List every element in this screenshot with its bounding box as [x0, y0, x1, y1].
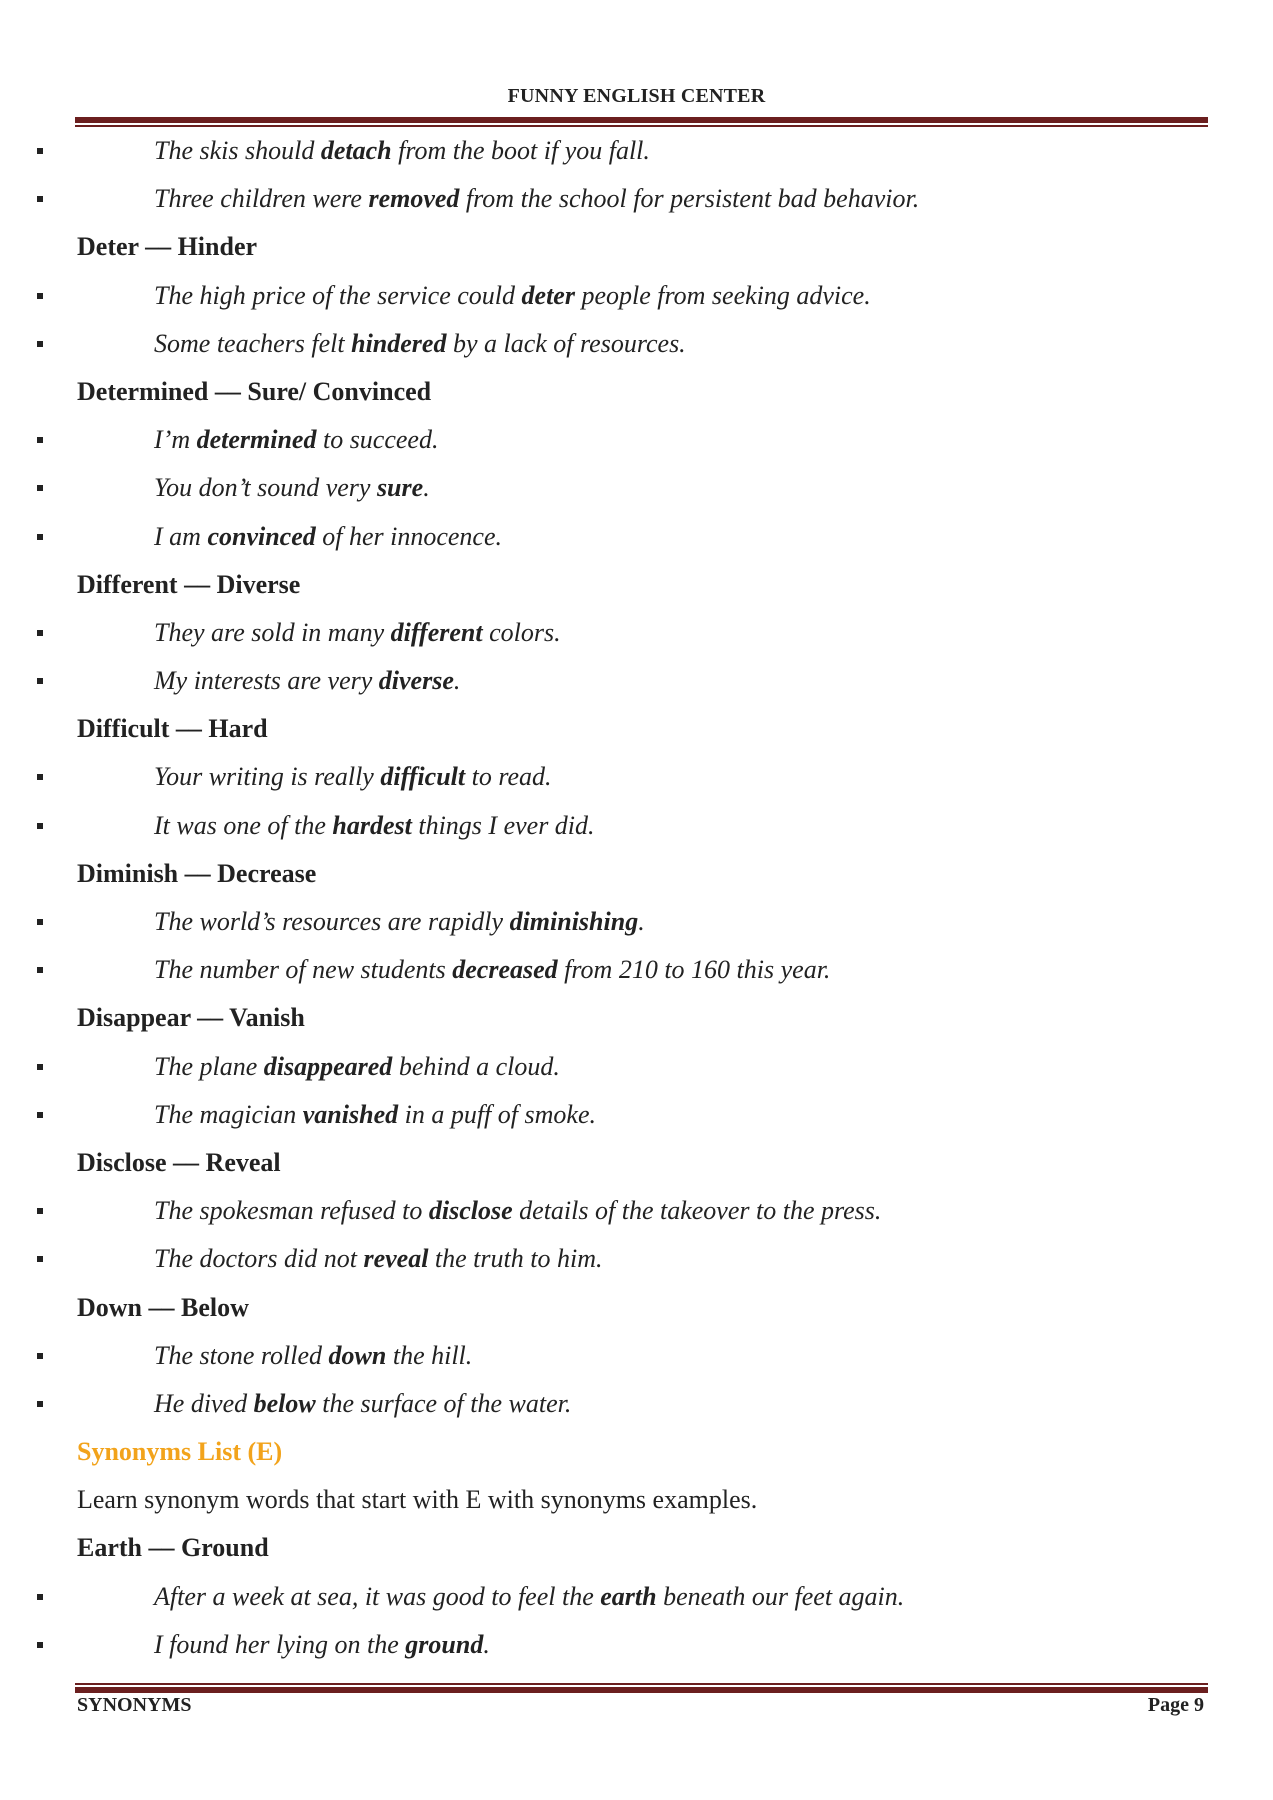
sentence-fragment: by a lack of resources. [446, 328, 686, 358]
square-bullet-icon [37, 774, 43, 780]
example-sentence-item [0, 272, 1273, 320]
synonym-pair-heading: Disappear –– Vanish [77, 1003, 305, 1033]
example-sentence [154, 609, 561, 657]
keyword: below [253, 1388, 316, 1418]
example-sentence [154, 272, 871, 320]
synonym-pair-heading-row [0, 1139, 1273, 1187]
sentence-fragment: The skis should [154, 136, 321, 165]
synonym-pair-heading: Earth –– Ground [77, 1533, 269, 1563]
square-bullet-icon [37, 1353, 43, 1359]
keyword: deter [521, 280, 575, 310]
sentence-fragment: The number of new students [154, 955, 453, 985]
example-sentence-item [0, 657, 1273, 705]
sentence-fragment: The spokesman refused to [154, 1196, 429, 1226]
synonym-pair-heading-row [0, 1524, 1273, 1572]
keyword: down [328, 1340, 387, 1370]
example-sentence-item [0, 1621, 1273, 1669]
example-sentence [154, 1187, 881, 1235]
sentence-fragment: It was one of the [154, 810, 333, 840]
example-sentence-item [0, 416, 1273, 464]
square-bullet-icon [37, 1642, 43, 1648]
example-sentence-item [0, 1235, 1273, 1283]
example-sentence [154, 127, 650, 175]
square-bullet-icon [37, 485, 43, 491]
sentence-fragment: The world’s resources are rapidly [154, 907, 510, 936]
square-bullet-icon [37, 919, 43, 925]
page-header-title: FUNNY ENGLISH CENTER [507, 85, 766, 107]
synonym-pair-heading: Deter –– Hinder [77, 232, 258, 262]
footer-rule [75, 1683, 1208, 1693]
square-bullet-icon [37, 823, 43, 829]
sentence-fragment: in a puff of smoke. [398, 1099, 596, 1129]
keyword: convinced [207, 521, 316, 551]
synonym-pair-heading-row [0, 994, 1273, 1042]
synonym-pair-heading: Different –– Diverse [77, 569, 301, 599]
sentence-fragment: . [638, 907, 645, 936]
example-sentence-item [0, 946, 1273, 994]
example-sentence-item [0, 1380, 1273, 1428]
square-bullet-icon [37, 437, 43, 443]
sentence-fragment: I found her lying on the [154, 1629, 406, 1659]
sentence-fragment: He dived [154, 1388, 254, 1418]
sentence-fragment: from the school for persistent bad behavior. [459, 184, 920, 214]
example-sentence [154, 1621, 490, 1669]
keyword: disappeared [263, 1051, 393, 1081]
synonym-pair-heading-row [0, 368, 1273, 416]
sentence-fragment: from the boot if you fall. [391, 136, 650, 165]
square-bullet-icon [37, 1401, 43, 1407]
example-sentence-item [0, 1091, 1273, 1139]
square-bullet-icon [37, 341, 43, 347]
example-sentence-item [0, 1187, 1273, 1235]
keyword: sure [376, 473, 424, 503]
page-number: Page 9 [1147, 1694, 1204, 1716]
synonym-pair-heading-row [0, 561, 1273, 609]
intro-paragraph: Learn synonym words that start with E with synonyms examples. [77, 1485, 758, 1515]
example-sentence [154, 416, 438, 464]
synonym-pair-heading: Difficult –– Hard [77, 714, 268, 744]
square-bullet-icon [37, 293, 43, 299]
sentence-fragment: to succeed. [316, 425, 439, 455]
keyword: detach [320, 136, 392, 165]
keyword: difficult [380, 762, 466, 792]
sentence-fragment: details of the takeover to the press. [512, 1196, 882, 1226]
example-sentence [154, 657, 460, 705]
keyword: ground [405, 1629, 484, 1659]
sentence-fragment: The high price of the service could [154, 280, 522, 310]
square-bullet-icon [37, 534, 43, 540]
footer-section-label: SYNONYMS [77, 1694, 192, 1716]
header-rule [75, 117, 1208, 127]
sentence-fragment: Some teachers felt [154, 328, 352, 358]
square-bullet-icon [37, 1256, 43, 1262]
example-sentence-item [0, 1332, 1273, 1380]
example-sentence [154, 1043, 560, 1091]
keyword: hindered [351, 328, 447, 358]
sentence-fragment: of her innocence. [315, 521, 503, 551]
example-sentence-item [0, 753, 1273, 801]
example-sentence-item [0, 320, 1273, 368]
square-bullet-icon [37, 1112, 43, 1118]
keyword: reveal [363, 1244, 429, 1274]
sentence-fragment: beneath our feet again. [656, 1581, 905, 1611]
example-sentence-item [0, 1573, 1273, 1621]
example-sentence [154, 1235, 602, 1283]
example-sentence [154, 1332, 472, 1380]
sentence-fragment: You don’t sound very [154, 473, 377, 503]
sentence-fragment: to read. [465, 762, 552, 792]
keyword: decreased [452, 955, 558, 985]
sentence-fragment: My interests are very [154, 666, 379, 696]
square-bullet-icon [37, 1594, 43, 1600]
square-bullet-icon [37, 1064, 43, 1070]
synonym-pair-heading-row [0, 705, 1273, 753]
example-sentence [154, 175, 919, 223]
sentence-fragment: the hill. [386, 1340, 473, 1370]
sentence-fragment: The doctors did not [154, 1244, 364, 1274]
example-sentence-item [0, 609, 1273, 657]
example-sentence-item [0, 802, 1273, 850]
sentence-fragment: . [483, 1629, 490, 1659]
example-sentence [154, 898, 645, 946]
square-bullet-icon [37, 630, 43, 636]
sentence-fragment: I’m [154, 425, 197, 455]
example-sentence-item [0, 513, 1273, 561]
sentence-fragment: things I ever did. [411, 810, 595, 840]
example-sentence [154, 320, 686, 368]
keyword: vanished [302, 1099, 399, 1129]
keyword: different [390, 617, 483, 647]
sentence-fragment: colors. [482, 617, 561, 647]
sentence-fragment: the surface of the water. [315, 1388, 572, 1418]
example-sentence-item [0, 464, 1273, 512]
sentence-fragment: The plane [154, 1051, 264, 1081]
example-sentence [154, 1380, 571, 1428]
square-bullet-icon [37, 967, 43, 973]
example-sentence [154, 464, 430, 512]
keyword: hardest [332, 810, 412, 840]
square-bullet-icon [37, 678, 43, 684]
sentence-fragment: Your writing is really [154, 762, 381, 792]
keyword: earth [600, 1581, 657, 1611]
example-sentence [154, 513, 502, 561]
sentence-fragment: The magician [154, 1099, 303, 1129]
sentence-fragment: Three children were [154, 184, 369, 214]
sentence-fragment: They are sold in many [154, 617, 391, 647]
synonym-pair-heading: Diminish –– Decrease [77, 858, 317, 888]
synonym-pair-heading: Down –– Below [77, 1292, 249, 1322]
document-body [0, 127, 1273, 1669]
sentence-fragment: people from seeking advice. [574, 280, 871, 310]
keyword: diminishing [509, 907, 639, 936]
example-sentence-item [0, 1043, 1273, 1091]
sentence-fragment: the truth to him. [428, 1244, 603, 1274]
synonym-pair-heading: Determined –– Sure/ Convinced [77, 376, 432, 406]
square-bullet-icon [37, 1208, 43, 1214]
sentence-fragment: . [453, 666, 461, 696]
square-bullet-icon [37, 148, 43, 154]
section-title: Synonyms List (E) [77, 1437, 283, 1467]
section-title-row [0, 1428, 1273, 1476]
sentence-fragment: After a week at sea, it was good to feel the [154, 1581, 601, 1611]
example-sentence [154, 802, 595, 850]
sentence-fragment: I am [154, 521, 208, 551]
example-sentence [154, 946, 830, 994]
keyword: diverse [378, 666, 454, 696]
synonym-pair-heading-row [0, 223, 1273, 271]
sentence-fragment: The stone rolled [154, 1340, 329, 1370]
intro-paragraph-row [0, 1476, 1273, 1524]
sentence-fragment: . [423, 473, 430, 503]
synonym-pair-heading: Disclose –– Reveal [77, 1147, 281, 1177]
example-sentence-item [0, 898, 1273, 946]
sentence-fragment: behind a cloud. [392, 1051, 560, 1081]
sentence-fragment: from 210 to 160 this year. [557, 955, 831, 985]
keyword: disclose [428, 1196, 513, 1226]
example-sentence [154, 1091, 596, 1139]
example-sentence-item [0, 175, 1273, 223]
keyword: removed [368, 184, 460, 214]
synonym-pair-heading-row [0, 1284, 1273, 1332]
square-bullet-icon [37, 196, 43, 202]
example-sentence [154, 753, 552, 801]
example-sentence-item [0, 127, 1273, 175]
keyword: determined [196, 425, 317, 455]
example-sentence [154, 1573, 904, 1621]
synonym-pair-heading-row [0, 850, 1273, 898]
